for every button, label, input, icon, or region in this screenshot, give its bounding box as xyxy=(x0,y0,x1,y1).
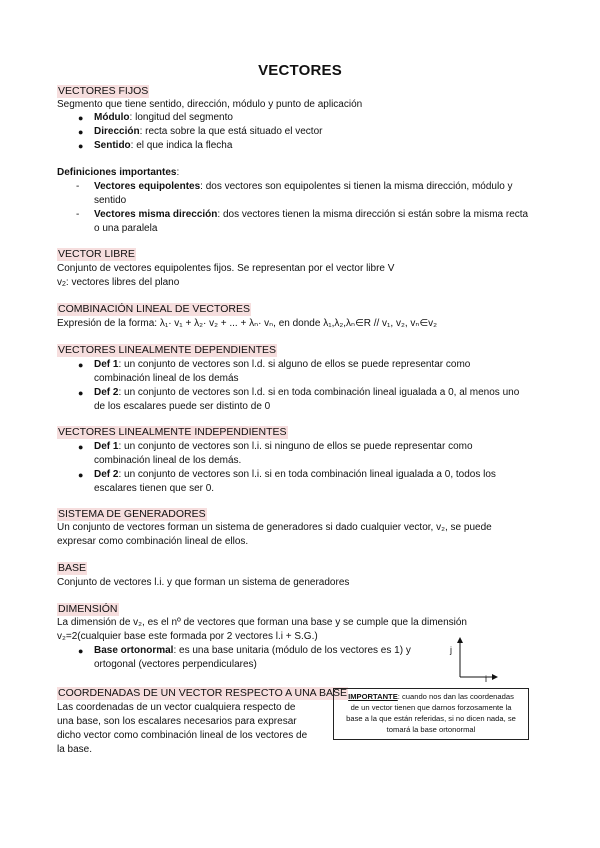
heading-dimension: DIMENSIÓN xyxy=(58,603,118,615)
heading-sistema-generadores: SISTEMA DE GENERADORES xyxy=(58,508,206,520)
bullet-dot: ● xyxy=(78,141,84,151)
page-title: VECTORES xyxy=(258,62,342,79)
bullet-sentido: Sentido: el que indica la flecha xyxy=(94,140,233,151)
heading-linealmente-independientes: VECTORES LINEALMENTE INDEPENDIENTES xyxy=(58,426,287,438)
i-arrow-head xyxy=(492,674,498,680)
def-misma-direccion-cont: o una paralela xyxy=(94,223,158,234)
dimension-line1: La dimensión de v₂, es el nº de vectores que forman una base y se cumple que la dimensión xyxy=(57,617,467,628)
bullet-dot: ● xyxy=(78,127,84,137)
ld-def1: Def 1: un conjunto de vectores son l.d. si alguno de ellos se puede representar como xyxy=(94,359,471,370)
orthonormal-axes-diagram xyxy=(440,633,502,685)
dash-marker: - xyxy=(76,181,80,192)
li-def1: Def 1: un conjunto de vectores son l.i. si ninguno de ellos se puede representar como xyxy=(94,441,473,452)
coordenadas-line4: la base. xyxy=(57,744,93,755)
vectores-fijos-intro: Segmento que tiene sentido, dirección, módulo y punto de aplicación xyxy=(57,99,363,110)
sistema-generadores-line1: Un conjunto de vectores forman un sistema de generadores si dado cualquier vector, v₂, se puede xyxy=(57,522,492,533)
li-def2-cont: escalares tienen que ser 0. xyxy=(94,483,215,494)
def-misma-direccion: Vectores misma dirección: dos vectores tienen la misma dirección si están sobre la misma recta xyxy=(94,209,529,220)
sistema-generadores-line2: expresar como combinación lineal de ellos. xyxy=(57,536,249,547)
importante-line2: de un vector tienen que darnos forzosamente la xyxy=(350,703,512,712)
axis-label-i: i xyxy=(485,674,487,684)
j-arrow-head xyxy=(457,637,463,643)
coordenadas-line2: una base, son los escalares necesarios para expresar xyxy=(57,716,297,727)
axis-label-j: j xyxy=(450,645,452,655)
heading-linealmente-dependientes: VECTORES LINEALMENTE DEPENDIENTES xyxy=(58,344,277,356)
ld-def2: Def 2: un conjunto de vectores son l.d. si en toda combinación lineal igualada a 0, al menos uno xyxy=(94,387,520,398)
vector-libre-line2: v2: vectores libres del plano xyxy=(57,277,180,288)
heading-vector-libre: VECTOR LIBRE xyxy=(58,248,135,260)
heading-vectores-fijos: VECTORES FIJOS xyxy=(58,85,149,97)
vector-libre-line1: Conjunto de vectores equipolentes fijos. Se representan por el vector libre V xyxy=(57,263,395,274)
importante-note-box xyxy=(333,688,529,740)
dimension-line2: v₂=2(cualquier base este formada por 2 vectores l.i + S.G.) xyxy=(57,631,318,642)
bullet-dot: ● xyxy=(78,360,84,370)
bullet-direccion: Dirección: recta sobre la que está situado el vector xyxy=(94,126,323,137)
base-ortonormal: Base ortonormal: es una base unitaria (módulo de los vectores es 1) y xyxy=(94,645,411,656)
ld-def1-cont: combinación lineal de los demás xyxy=(94,373,239,384)
definiciones-title: Definiciones importantes: xyxy=(57,167,180,178)
heading-coordenadas: COORDENADAS DE UN VECTOR RESPECTO A UNA BASE xyxy=(58,687,348,699)
bullet-dot: ● xyxy=(78,646,84,656)
def-equipolentes-cont: sentido xyxy=(94,195,127,206)
coordenadas-line1: Las coordenadas de un vector cualquiera respecto de xyxy=(57,702,296,713)
coordenadas-line3: dicho vector como combinación lineal de los vectores de xyxy=(57,730,308,741)
bullet-dot: ● xyxy=(78,470,84,480)
importante-line4: tomará la base ortonormal xyxy=(386,725,476,734)
base-ortonormal-cont: ortogonal (vectores perpendiculares) xyxy=(94,659,257,670)
importante-line1: IMPORTANTE: cuando nos dan las coordenadas xyxy=(348,692,514,701)
heading-base: BASE xyxy=(58,562,87,574)
bullet-modulo: Módulo: longitud del segmento xyxy=(94,112,233,123)
li-def2: Def 2: un conjunto de vectores son l.i. si en toda combinación lineal igualada a 0, todos los xyxy=(94,469,496,480)
heading-combinacion-lineal: COMBINACIÓN LINEAL DE VECTORES xyxy=(58,303,250,315)
dash-marker: - xyxy=(76,209,80,220)
ld-def2-cont: de los escalares puede ser distinto de 0 xyxy=(94,401,271,412)
def-equipolentes: Vectores equipolentes: dos vectores son equipolentes si tienen la misma dirección, módulo y xyxy=(94,181,513,192)
base-definition: Conjunto de vectores l.i. y que forman un sistema de generadores xyxy=(57,577,350,588)
importante-line3: base a la que están referidas, si no dicen nada, se xyxy=(346,714,516,723)
bullet-dot: ● xyxy=(78,113,84,123)
bullet-dot: ● xyxy=(78,388,84,398)
bullet-dot: ● xyxy=(78,442,84,452)
combinacion-lineal-formula: Expresión de la forma: λ₁· v₁ + λ₂· v₂ + ... + λₙ· vₙ, en donde λ₁,λ₂,λₙ∈R // v₁, v₂, vₙ∈v₂ xyxy=(57,318,437,329)
li-def1-cont: combinación lineal de los demás. xyxy=(94,455,242,466)
